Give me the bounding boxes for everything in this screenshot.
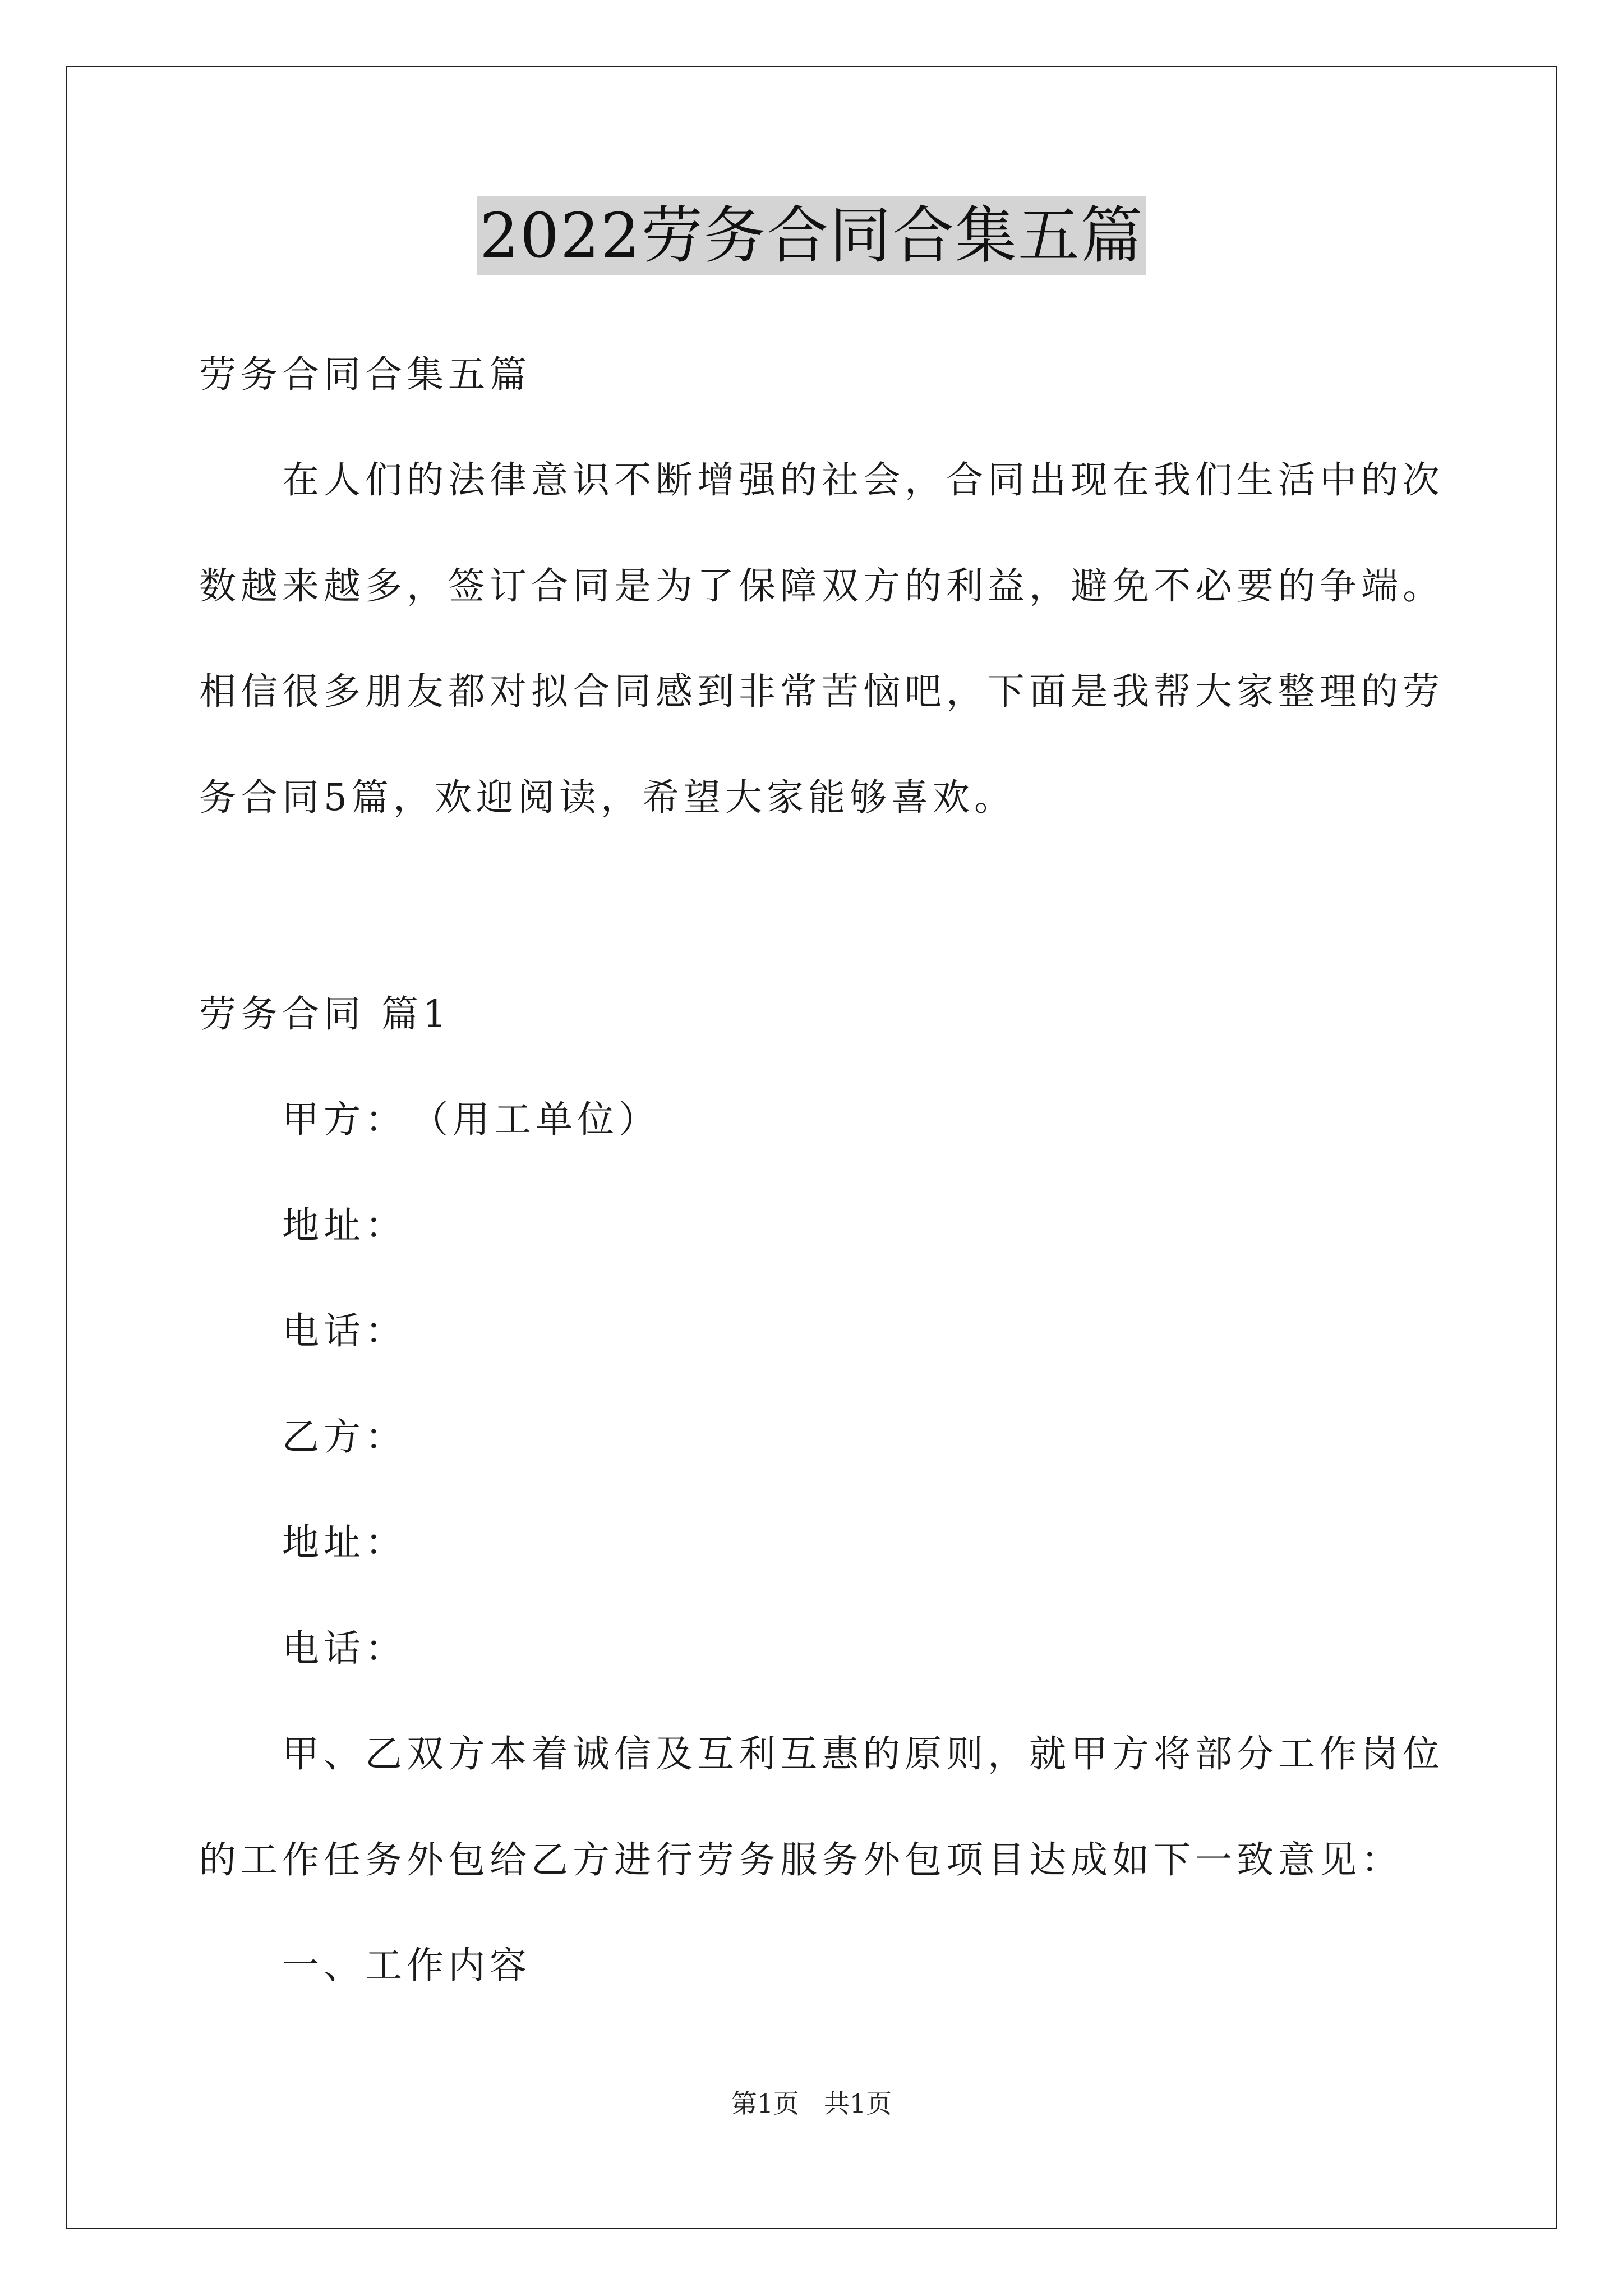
intro-line: 数越来越多，签订合同是为了保障双方的利益，避免不必要的争端。: [199, 564, 1444, 608]
intro-line: 在人们的法律意识不断增强的社会，合同出现在我们生活中的次: [282, 458, 1444, 501]
page-total: 共1页: [824, 2088, 892, 2119]
party-field: 地址：: [282, 1521, 407, 1564]
agreement-line: 的工作任务外包给乙方进行劳务服务外包项目达成如下一致意见：: [199, 1838, 1403, 1881]
intro-line: 相信很多朋友都对拟合同感到非常苦恼吧，下面是我帮大家整理的劳: [199, 670, 1444, 713]
party-field: 乙方：: [282, 1415, 407, 1458]
party-field: 电话：: [282, 1627, 407, 1670]
party-field: 地址：: [282, 1204, 407, 1247]
party-field: 甲方： （用工单位）: [282, 1098, 660, 1141]
document-title: 2022劳务合同合集五篇: [477, 196, 1146, 275]
section-heading: 劳务合同 篇1: [199, 992, 451, 1036]
clause-heading: 一、工作内容: [282, 1944, 531, 1987]
intro-line: 务合同5篇，欢迎阅读，希望大家能够喜欢。: [199, 776, 1016, 819]
title-container: [0, 196, 1623, 275]
agreement-line: 甲、乙双方本着诚信及互利互惠的原则，就甲方将部分工作岗位: [282, 1732, 1444, 1775]
document-subtitle: 劳务合同合集五篇: [199, 353, 531, 396]
party-field: 电话：: [282, 1309, 407, 1352]
page-number: 第1页: [731, 2088, 799, 2119]
page-footer: [0, 2087, 1623, 2120]
